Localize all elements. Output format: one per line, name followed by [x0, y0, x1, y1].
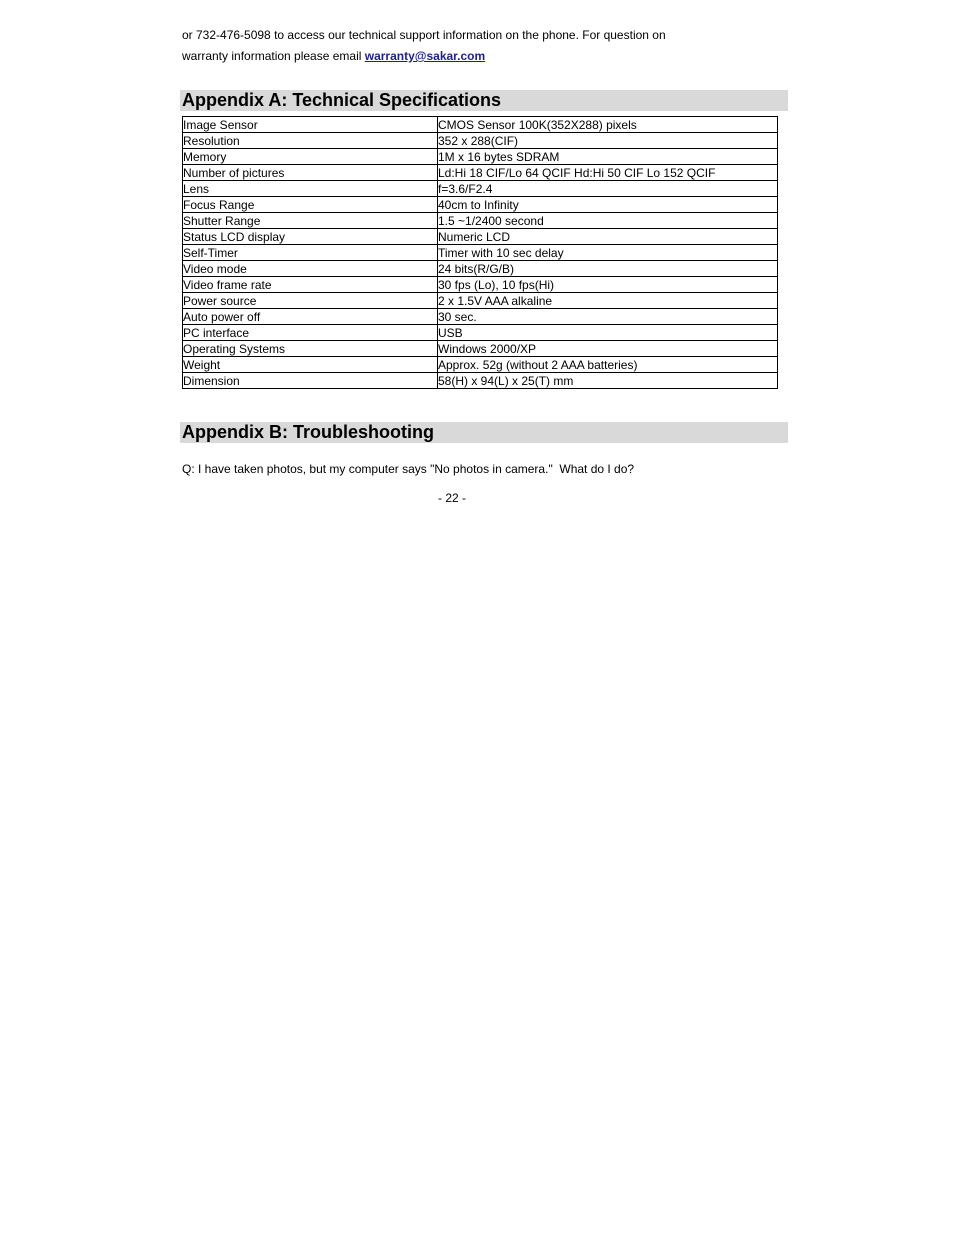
spec-label: Video mode	[183, 261, 438, 277]
spec-row	[183, 149, 778, 165]
spec-row	[183, 117, 778, 133]
spec-label: Memory	[183, 149, 438, 165]
spec-row	[183, 197, 778, 213]
spec-label: Self-Timer	[183, 245, 438, 261]
spec-value: 30 fps (Lo), 10 fps(Hi)	[438, 277, 778, 293]
spec-row	[183, 357, 778, 373]
spec-value: Windows 2000/XP	[438, 341, 778, 357]
spec-row	[183, 165, 778, 181]
spec-label: Weight	[183, 357, 438, 373]
spec-row	[183, 261, 778, 277]
appendix-b-title: Appendix B: Troubleshooting	[182, 422, 434, 442]
spec-row	[183, 213, 778, 229]
technical-specifications-table	[182, 116, 778, 389]
warranty-email-link[interactable]: warranty@sakar.com	[364, 49, 486, 63]
spec-value: USB	[438, 325, 778, 341]
spec-value: 40cm to Infinity	[438, 197, 778, 213]
spec-label: Status LCD display	[183, 229, 438, 245]
spec-label: Focus Range	[183, 197, 438, 213]
spec-value: 58(H) x 94(L) x 25(T) mm	[438, 373, 778, 389]
spec-label: Resolution	[183, 133, 438, 149]
spec-label: Number of pictures	[183, 165, 438, 181]
spec-label: Image Sensor	[183, 117, 438, 133]
spec-value: Ld:Hi 18 CIF/Lo 64 QCIF Hd:Hi 50 CIF Lo 152 QCIF	[438, 165, 778, 181]
spec-label: Dimension	[183, 373, 438, 389]
spec-row	[183, 293, 778, 309]
spec-value: 1.5 ~1/2400 second	[438, 213, 778, 229]
spec-value: CMOS Sensor 100K(352X288) pixels	[438, 117, 778, 133]
appendix-a-heading-bar	[180, 90, 788, 111]
appendix-a-title: Appendix A: Technical Specifications	[182, 90, 502, 110]
spec-value: 24 bits(R/G/B)	[438, 261, 778, 277]
page-number: - 22 -	[437, 491, 466, 505]
spec-value: 2 x 1.5V AAA alkaline	[438, 293, 778, 309]
spec-label: Operating Systems	[183, 341, 438, 357]
troubleshooting-question: Q: I have taken photos, but my computer says "No photos in camera." What do I do?	[182, 462, 635, 476]
spec-value: 1M x 16 bytes SDRAM	[438, 149, 778, 165]
spec-label: PC interface	[183, 325, 438, 341]
spec-row	[183, 373, 778, 389]
spec-label: Power source	[183, 293, 438, 309]
spec-label: Video frame rate	[183, 277, 438, 293]
spec-row	[183, 133, 778, 149]
spec-row	[183, 341, 778, 357]
spec-value: Numeric LCD	[438, 229, 778, 245]
spec-label: Shutter Range	[183, 213, 438, 229]
spec-row	[183, 245, 778, 261]
support-text-line-1	[182, 27, 666, 43]
spec-value: Approx. 52g (without 2 AAA batteries)	[438, 357, 778, 373]
spec-row	[183, 181, 778, 197]
spec-row	[183, 277, 778, 293]
spec-row	[183, 229, 778, 245]
support-text-line-2	[182, 48, 485, 64]
spec-value: 352 x 288(CIF)	[438, 133, 778, 149]
appendix-b-heading-bar	[180, 422, 788, 443]
spec-value: f=3.6/F2.4	[438, 181, 778, 197]
spec-row	[183, 325, 778, 341]
spec-value: 30 sec.	[438, 309, 778, 325]
support-text: or 732-476-5098 to access our technical support information on the phone. For question on	[182, 28, 666, 42]
spec-row	[183, 309, 778, 325]
spec-value: Timer with 10 sec delay	[438, 245, 778, 261]
spec-table-body	[183, 117, 778, 389]
spec-label: Auto power off	[183, 309, 438, 325]
warranty-text: warranty information please email	[182, 49, 365, 63]
spec-label: Lens	[183, 181, 438, 197]
